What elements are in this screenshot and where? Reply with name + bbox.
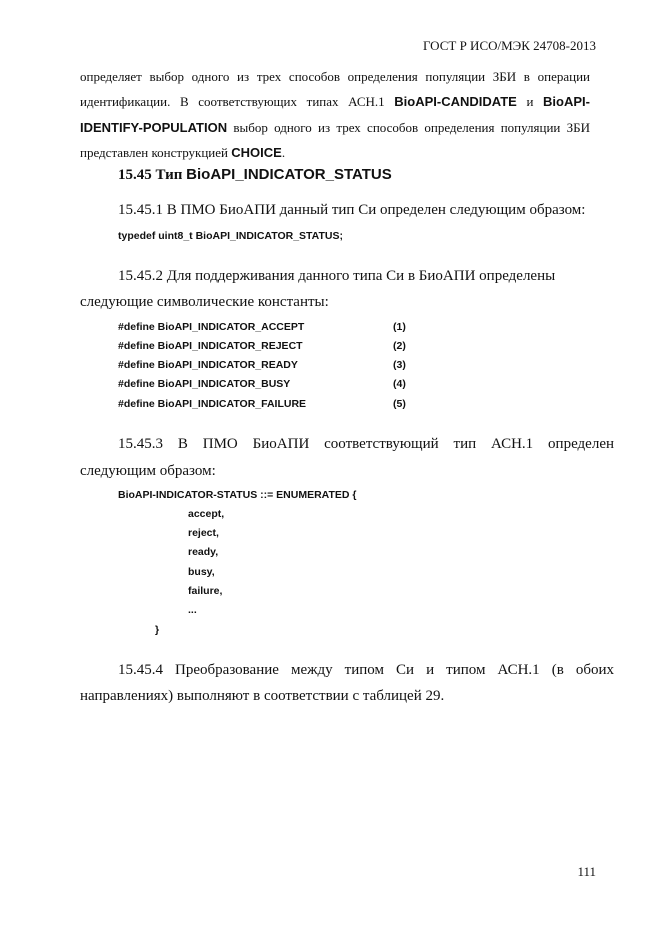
- intro-text-2: и: [516, 94, 544, 110]
- page-number: 111: [577, 864, 596, 879]
- intro-text-3: выбор одного из трех способов определения популяции ЗБИ представлен конструкцией: [80, 119, 590, 160]
- define-value-ready: (3): [393, 359, 406, 371]
- intro-paragraph: [80, 64, 590, 165]
- term-identify-population: BioAPI-IDENTIFY-POPULATION: [80, 94, 590, 135]
- section-number: 15.45 Тип: [118, 167, 183, 183]
- define-value-accept: (1): [393, 321, 406, 333]
- document-header: ГОСТ Р ИСО/МЭК 24708-2013: [422, 38, 596, 53]
- paragraph-15-45-3-line1: 15.45.3 В ПМО БиоАПИ соответствующий тип АСН.1 определен: [118, 436, 614, 452]
- paragraph-15-45-3-line2: следующим образом:: [80, 463, 216, 479]
- paragraph-15-45-4-line2: направлениях) выполняют в соответствии с таблицей 29.: [80, 688, 445, 704]
- enum-item-ready: ready,: [188, 546, 219, 558]
- define-value-failure: (5): [393, 398, 406, 410]
- enum-close-brace: }: [155, 624, 160, 636]
- section-type-name: BioAPI_INDICATOR_STATUS: [186, 166, 392, 183]
- define-name-busy: #define BioAPI_INDICATOR_BUSY: [118, 378, 291, 390]
- define-value-busy: (4): [393, 378, 406, 390]
- enum-item-ellipsis: ...: [188, 604, 197, 616]
- paragraph-15-45-2-line1: 15.45.2 Для поддерживания данного типа Си в БиоАПИ определены: [118, 268, 556, 284]
- intro-text-1: определяет выбор одного из трех способов определения популяции ЗБИ в операции идентификации. В соответствующих типах АСН.1: [80, 69, 590, 110]
- term-candidate: BioAPI-CANDIDATE: [394, 94, 517, 110]
- enum-item-busy: busy,: [188, 566, 215, 578]
- define-name-reject: #define BioAPI_INDICATOR_REJECT: [118, 340, 303, 352]
- define-value-reject: (2): [393, 340, 406, 352]
- section-heading: [118, 166, 392, 184]
- define-name-accept: #define BioAPI_INDICATOR_ACCEPT: [118, 321, 305, 333]
- enum-item-reject: reject,: [188, 527, 219, 539]
- typedef-code: typedef uint8_t BioAPI_INDICATOR_STATUS;: [118, 230, 343, 242]
- define-name-ready: #define BioAPI_INDICATOR_READY: [118, 359, 298, 371]
- define-name-failure: #define BioAPI_INDICATOR_FAILURE: [118, 398, 307, 410]
- enum-item-failure: failure,: [188, 585, 223, 597]
- paragraph-15-45-1: 15.45.1 В ПМО БиоАПИ данный тип Си определен следующим образом:: [118, 202, 586, 218]
- enum-declaration: BioAPI-INDICATOR-STATUS ::= ENUMERATED {: [118, 489, 357, 501]
- term-choice: CHOICE: [231, 144, 282, 160]
- paragraph-15-45-4-line1: 15.45.4 Преобразование между типом Си и типом АСН.1 (в обоих: [118, 662, 614, 678]
- intro-text-4: .: [281, 144, 286, 160]
- enum-item-accept: accept,: [188, 508, 225, 520]
- paragraph-15-45-2-line2: следующие символические константы:: [80, 294, 329, 310]
